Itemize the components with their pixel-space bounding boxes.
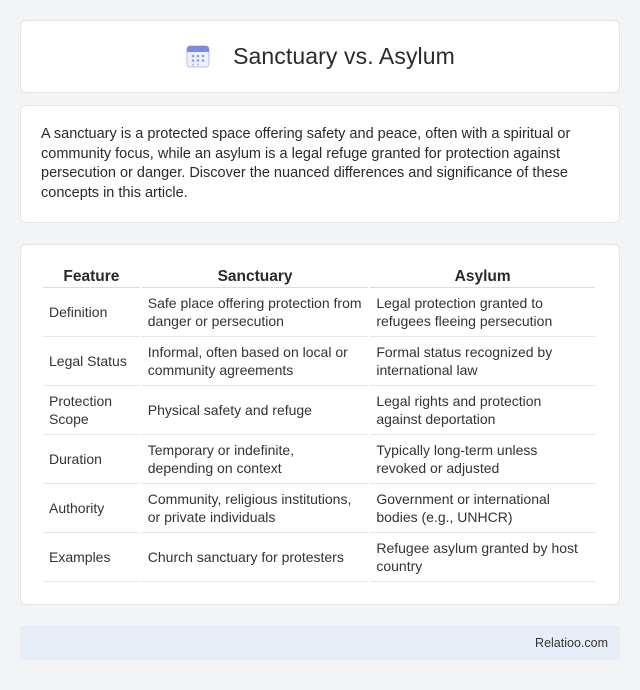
- table-row: [43, 435, 595, 484]
- asylum-cell: Legal rights and protection against deportation: [370, 386, 595, 435]
- sanctuary-cell: Safe place offering protection from danger or persecution: [142, 288, 369, 337]
- asylum-cell: Formal status recognized by international law: [370, 337, 595, 386]
- feature-cell: Duration: [43, 435, 140, 484]
- title-row: [21, 21, 619, 92]
- sanctuary-cell: Temporary or indefinite, depending on context: [142, 435, 369, 484]
- calendar-icon: [185, 43, 211, 69]
- table-row: [43, 337, 595, 386]
- intro-card: [20, 105, 620, 223]
- feature-cell: Definition: [43, 288, 140, 337]
- footer-site-link[interactable]: Relatioo.com: [535, 636, 608, 650]
- header-sanctuary: Sanctuary: [142, 266, 369, 288]
- table-row: [43, 288, 595, 337]
- page-title: Sanctuary vs. Asylum: [233, 43, 455, 69]
- asylum-cell: Government or international bodies (e.g., UNHCR): [370, 484, 595, 533]
- table-row: [43, 484, 595, 533]
- asylum-cell: Refugee asylum granted by host country: [370, 533, 595, 582]
- title-card: [20, 20, 620, 93]
- feature-cell: Legal Status: [43, 337, 140, 386]
- comparison-table: [41, 266, 597, 582]
- sanctuary-cell: Community, religious institutions, or private individuals: [142, 484, 369, 533]
- header-feature: Feature: [43, 266, 140, 288]
- feature-cell: Examples: [43, 533, 140, 582]
- sanctuary-cell: Church sanctuary for protesters: [142, 533, 369, 582]
- intro-paragraph: A sanctuary is a protected space offering safety and peace, often with a spiritual or community focus, while an asylum is a legal refuge granted for protection against persecution or danger. Discover the nuanced differences and significance of these concepts in this article.: [41, 126, 571, 201]
- table-row: [43, 533, 595, 582]
- footer-bar: [20, 626, 620, 660]
- table-row: [43, 386, 595, 435]
- asylum-cell: Legal protection granted to refugees fleeing persecution: [370, 288, 595, 337]
- table-header-row: [43, 266, 595, 288]
- asylum-cell: Typically long-term unless revoked or adjusted: [370, 435, 595, 484]
- sanctuary-cell: Physical safety and refuge: [142, 386, 369, 435]
- header-asylum: Asylum: [370, 266, 595, 288]
- comparison-card: [20, 244, 620, 605]
- feature-cell: Protection Scope: [43, 386, 140, 435]
- sanctuary-cell: Informal, often based on local or community agreements: [142, 337, 369, 386]
- feature-cell: Authority: [43, 484, 140, 533]
